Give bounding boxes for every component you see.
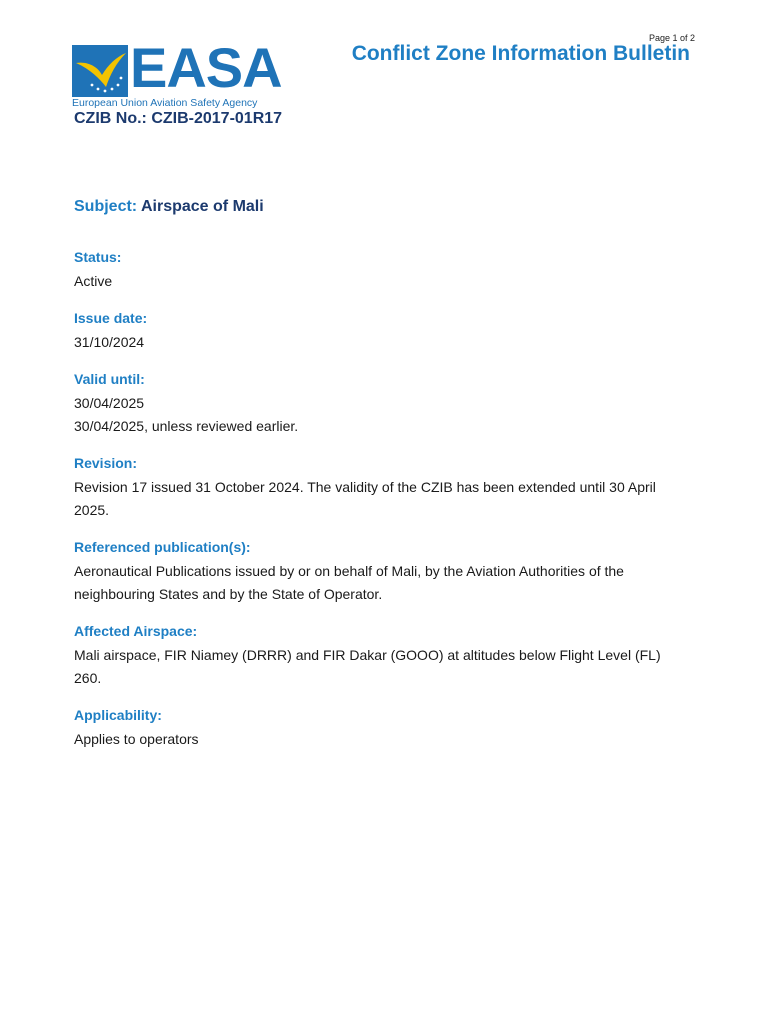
section-label: Issue date: <box>74 310 148 326</box>
section-text: Applies to operators <box>74 731 199 747</box>
bulletin-section <box>74 248 694 293</box>
bulletin-section <box>74 706 694 751</box>
section-text: neighbouring States and by the State of Operator. <box>74 586 383 602</box>
logo-wordmark: EASA <box>130 36 282 99</box>
section-label: Revision: <box>74 455 138 471</box>
section-label: Valid until: <box>74 371 145 387</box>
subject-label: Subject: <box>74 198 138 215</box>
easa-logo <box>72 36 282 111</box>
section-text: 2025. <box>74 502 110 518</box>
bulletin-section <box>74 538 694 606</box>
logo-tagline: European Union Aviation Safety Agency <box>72 97 258 109</box>
section-text: Active <box>74 273 113 289</box>
bulletin-section <box>74 370 694 438</box>
bulletin-section <box>74 622 694 690</box>
bulletin-section <box>74 454 694 522</box>
page-number: Page 1 of 2 <box>648 33 695 43</box>
section-text: Aeronautical Publications issued by or on behalf of Mali, by the Aviation Authorities of the <box>74 563 624 579</box>
czib-number: CZIB No.: CZIB-2017-01R17 <box>74 110 283 127</box>
section-label: Applicability: <box>74 707 162 723</box>
section-label: Affected Airspace: <box>74 623 198 639</box>
bulletin-sections <box>74 248 694 767</box>
section-text: 260. <box>74 670 102 686</box>
section-text: 30/04/2025 <box>74 395 145 411</box>
section-text: 30/04/2025, unless reviewed earlier. <box>74 418 299 434</box>
subject-line <box>74 198 264 216</box>
section-label: Referenced publication(s): <box>74 539 251 555</box>
easa-bird-logo-icon <box>72 45 128 97</box>
bulletin-section <box>74 309 694 354</box>
section-text: 31/10/2024 <box>74 334 145 350</box>
section-text: Mali airspace, FIR Niamey (DRRR) and FIR Dakar (GOOO) at altitudes below Flight Level (FL) <box>74 647 661 663</box>
subject-value: Airspace of Mali <box>140 198 264 215</box>
section-text: Revision 17 issued 31 October 2024. The validity of the CZIB has been extended until 30 April <box>74 479 656 495</box>
section-label: Status: <box>74 249 122 265</box>
document-title: Conflict Zone Information Bulletin <box>351 42 690 65</box>
